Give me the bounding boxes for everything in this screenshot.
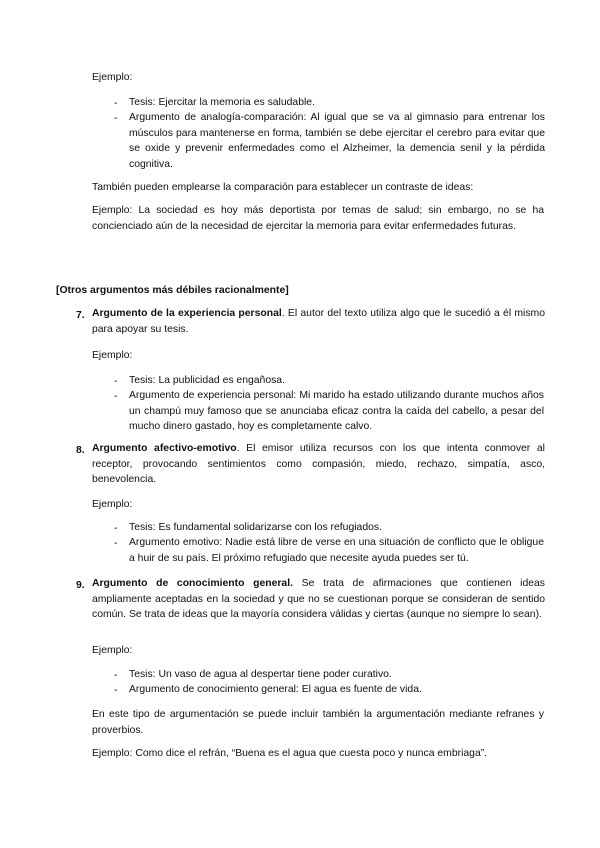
argument-title: Argumento de la experiencia personal — [92, 308, 282, 319]
list-number: 9. — [76, 580, 85, 591]
example-label: Ejemplo: — [92, 645, 133, 656]
paragraph: Ejemplo: Como dice el refrán, “Buena es el agua que cuesta poco y nunca embriaga”. — [92, 748, 488, 759]
list-dash: - — [114, 685, 118, 696]
example-label: Ejemplo: — [92, 72, 133, 83]
argument-title: Argumento de conocimiento general. — [92, 578, 293, 589]
argument-paragraph — [92, 576, 545, 623]
list-item: Argumento emotivo: Nadie está libre de verse en una situación de conflicto que le obligue a huir de su país. El próximo refugiado que necesite ayuda puedes ser tú. — [129, 537, 544, 564]
list-dash: - — [114, 376, 118, 387]
list-dash: - — [114, 391, 118, 402]
list-item: Argumento de analogía-comparación: Al igual que se va al gimnasio para entrenar los músculos para mantenerse en forma, también se debe ejercitar el cerebro para evitar que se oxide y prevenir enfermedades como el Alzheimer, la demencia senil y la pérdida cognitiva. — [129, 112, 545, 170]
list-dash: - — [114, 670, 118, 681]
list-dash: - — [114, 538, 118, 549]
list-item: Tesis: La publicidad es engañosa. — [129, 375, 285, 386]
argument-paragraph — [92, 306, 545, 337]
argument-text: . El emisor utiliza recursos con los que intenta conmover al receptor, provocando sentimientos como compasión, miedo, rechazo, simpatía, asco, benevolencia. — [92, 443, 545, 485]
example-label: Ejemplo: — [92, 350, 133, 361]
paragraph: También pueden emplearse la comparación para establecer un contraste de ideas: — [92, 182, 474, 193]
section-heading: [Otros argumentos más débiles racionalmente] — [56, 285, 289, 296]
list-item: Argumento de conocimiento general: El agua es fuente de vida. — [129, 684, 422, 695]
argument-text: . El autor del texto utiliza algo que le sucedió a él mismo para apoyar su tesis. — [92, 308, 545, 335]
list-item: Tesis: Un vaso de agua al despertar tiene poder curativo. — [129, 669, 392, 680]
argument-text: Se trata de afirmaciones que contienen ideas ampliamente aceptadas en la sociedad y que no se cuestionan porque se consideran de sentido común. Se trata de ideas que la mayoría considera válidas y ciertas (aunque no siempre lo sean). — [92, 578, 545, 620]
list-item: Tesis: Es fundamental solidarizarse con los refugiados. — [129, 522, 382, 533]
argument-paragraph — [92, 441, 545, 488]
list-item: Argumento de experiencia personal: Mi marido ha estado utilizando durante muchos años un champú muy famoso que se anunciaba eficaz contra la caída del cabello, a pesar del mucho dinero gastado, hoy es completamente calvo. — [129, 390, 544, 432]
list-number: 8. — [76, 445, 85, 456]
argument-title: Argumento afectivo-emotivo — [92, 443, 237, 454]
list-item: Tesis: Ejercitar la memoria es saludable. — [129, 97, 315, 108]
example-label: Ejemplo: — [92, 499, 133, 510]
list-number: 7. — [76, 310, 85, 321]
list-dash: - — [114, 98, 118, 109]
list-dash: - — [114, 523, 118, 534]
paragraph: En este tipo de argumentación se puede incluir también la argumentación mediante refranes y proverbios. — [92, 709, 544, 736]
paragraph: Ejemplo: La sociedad es hoy más deportista por temas de salud; sin embargo, no se ha concienciado aún de la necesidad de ejercitar la memoria para evitar enfermedades futuras. — [92, 205, 544, 232]
list-dash: - — [114, 113, 118, 124]
